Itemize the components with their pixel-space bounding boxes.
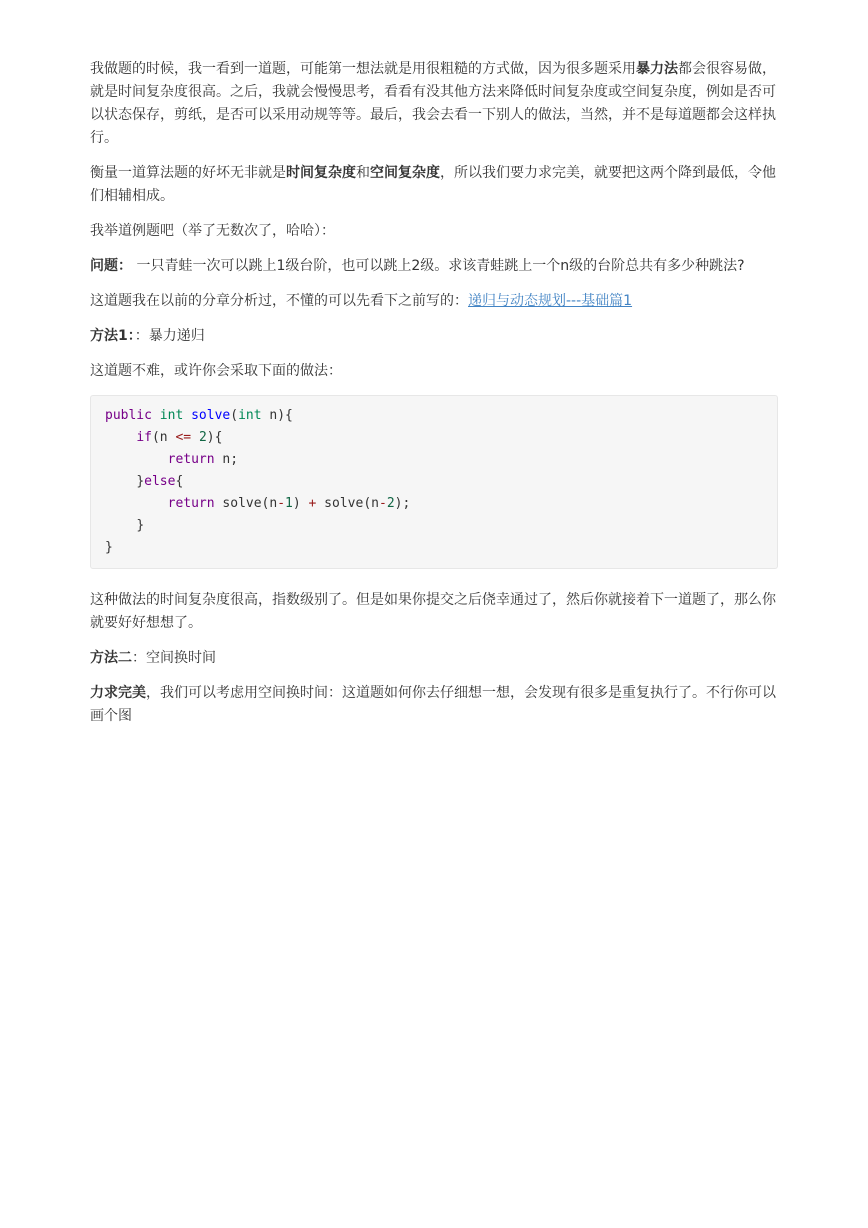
- complexity-bold-time: 时间复杂度: [286, 165, 356, 181]
- paragraph-method-2: [90, 647, 778, 670]
- code-type: int: [159, 408, 184, 423]
- code-text: ){: [206, 430, 223, 445]
- code-text: }: [136, 474, 145, 489]
- code-text: n;: [214, 452, 239, 467]
- paragraph-approach: 这道题不难，或许你会采取下面的做法：: [90, 363, 342, 379]
- code-operator: -: [378, 496, 387, 511]
- code-keyword: if: [136, 430, 152, 445]
- paragraph-example-intro: 我举道例题吧（举了无数次了，哈哈）：: [90, 223, 335, 239]
- reference-text: 这道题我在以前的分章分析过，不懂的可以先看下之前写的：: [90, 293, 468, 309]
- paragraph-complexity: [90, 162, 778, 208]
- code-text: solve(n: [316, 496, 379, 511]
- code-text: n){: [261, 408, 293, 423]
- code-text: }: [105, 540, 113, 555]
- code-text: (n: [151, 430, 176, 445]
- paragraph-problem: [90, 255, 778, 278]
- paragraph-space-for-time: [90, 682, 778, 728]
- paragraph-method-1: [90, 325, 778, 348]
- code-text: {: [175, 474, 184, 489]
- code-operator: <=: [175, 430, 192, 445]
- complexity-text-2: 和: [356, 165, 370, 181]
- complexity-bold-space: 空间复杂度: [370, 165, 440, 181]
- complexity-text-3: ，所以我们要力求完美，就要把这两个降到最低，令他们相辅相成。: [90, 165, 776, 204]
- code-operator: +: [308, 496, 317, 511]
- code-keyword: else: [144, 474, 176, 489]
- intro-text-2: 都会很容易做，就是时间复杂度很高。之后，我就会慢慢思考，看看有没其他方法来降低时间复杂度或空间复杂度，例如是否可以状态保存，剪纸，是否可以采用动规等等。最后，我会去看一下别人的做法，当然，并不是每道题都会这样执行。: [90, 61, 776, 146]
- intro-bold-brute-force: 暴力法: [636, 61, 678, 77]
- code-text: );: [394, 496, 411, 511]
- space-for-time-text: ，我们可以考虑用空间换时间：这道题如何你去仔细想一想，会发现有很多是重复执行了。不行你可以画个图: [90, 685, 776, 724]
- method-2-label: 方法二: [90, 650, 132, 666]
- method-2-text: ：空间换时间: [132, 650, 216, 666]
- code-function-name: solve: [191, 408, 231, 423]
- reference-link[interactable]: 递归与动态规划---基础篇1: [468, 293, 633, 309]
- problem-text: 一只青蛙一次可以跳上1级台阶，也可以跳上2级。求该青蛙跳上一个n级的台阶总共有多少种跳法?: [132, 258, 745, 274]
- code-text: solve(n: [214, 496, 278, 511]
- method-1-text: ：暴力递归: [134, 328, 205, 344]
- paragraph-complexity-note: 这种做法的时间复杂度很高，指数级别了。但是如果你提交之后侥幸通过了，然后你就接着下一道题了，那么你就要好好想想了。: [90, 592, 776, 631]
- code-text: ): [292, 496, 309, 511]
- article-body: [90, 58, 778, 740]
- space-for-time-label: 力求完美: [90, 685, 146, 701]
- method-1-label: 方法1：: [90, 328, 135, 344]
- paragraph-reference: [90, 290, 778, 313]
- code-operator: -: [277, 496, 286, 511]
- code-text: [191, 430, 199, 445]
- code-keyword: public: [105, 408, 152, 423]
- code-type: int: [238, 408, 262, 423]
- code-text: }: [136, 518, 145, 533]
- problem-label: 问题：: [90, 258, 132, 274]
- code-keyword: return: [167, 452, 215, 467]
- code-block: [90, 395, 778, 569]
- complexity-text-1: 衡量一道算法题的好坏无非就是: [90, 165, 286, 181]
- code-number: 2: [386, 496, 395, 511]
- code-keyword: return: [167, 496, 215, 511]
- code-number: 2: [198, 430, 207, 445]
- code-text: (: [230, 408, 239, 423]
- code-number: 1: [285, 496, 293, 511]
- paragraph-intro: [90, 58, 778, 150]
- intro-text-1: 我做题的时候，我一看到一道题，可能第一想法就是用很粗糙的方式做，因为很多题采用: [90, 61, 636, 77]
- code-content: [105, 405, 763, 559]
